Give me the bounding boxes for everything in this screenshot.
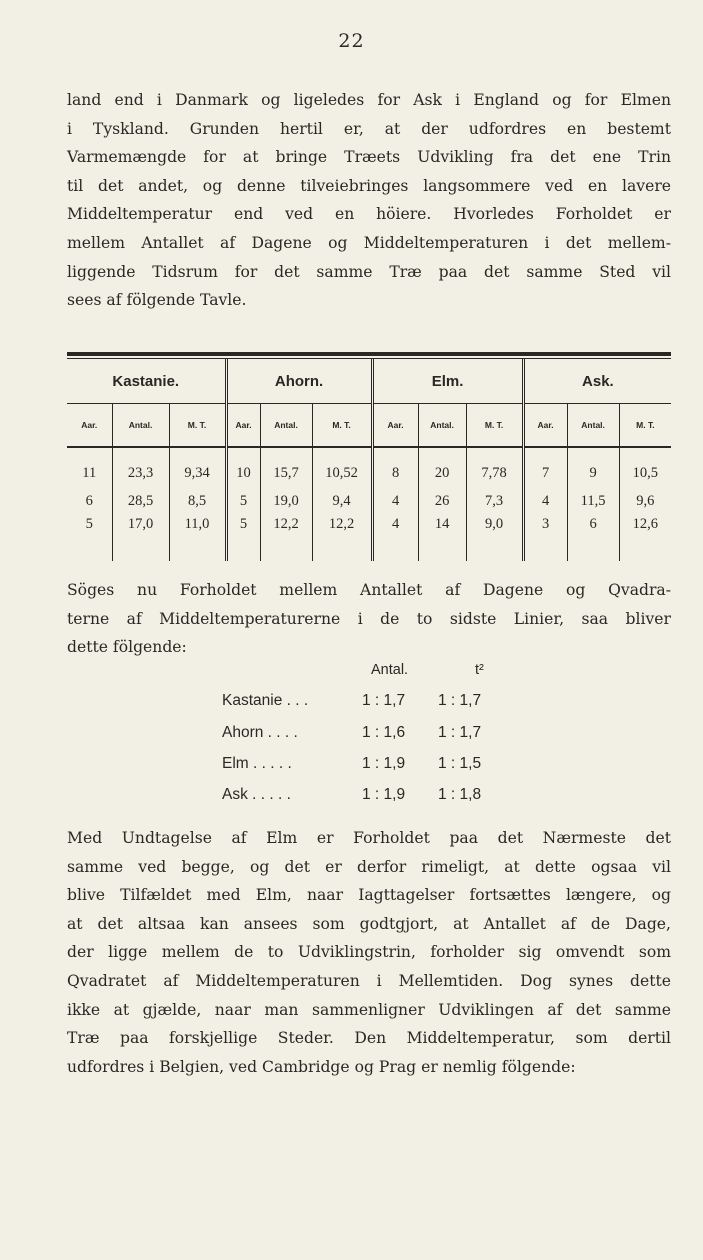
table-cell: 12,2 <box>312 515 372 561</box>
text-line: Træ paa forskjellige Steder. Den Middeltemperatur, som dertil <box>67 1029 671 1048</box>
sub-header-antal: Antal. <box>567 404 619 448</box>
table-cell: 11,0 <box>169 515 226 561</box>
ratio-antal: 1 : 1,7 <box>362 692 406 709</box>
table-cell: 9 <box>567 447 619 487</box>
sub-header-aar: Aar. <box>67 404 112 448</box>
ratio-antal: 1 : 1,6 <box>362 724 406 741</box>
text-line: Varmemængde for at bringe Træets Udvikling fra det ene Trin <box>67 148 671 167</box>
table-cell: 11 <box>82 464 97 481</box>
table-cell: 26 <box>418 487 466 515</box>
ratio-row <box>0 786 703 816</box>
ratio-tree-name: Ahorn . . . . <box>222 724 298 741</box>
ratio-tree-name: Elm . . . . . <box>222 755 292 772</box>
table-cell: 7,78 <box>466 447 523 487</box>
table-row <box>67 447 671 487</box>
table-cell: 5 <box>226 487 260 515</box>
text-line: Qvadratet af Middeltemperaturen i Mellemtiden. Dog synes dette <box>67 971 671 990</box>
table-cell: 15,7 <box>260 447 312 487</box>
ratio-antal: 1 : 1,9 <box>362 786 406 803</box>
table-cell: 9,0 <box>466 515 523 561</box>
temperature-table <box>67 352 671 561</box>
table-cell: 3 <box>523 515 567 561</box>
ratio-t2: 1 : 1,8 <box>438 786 482 803</box>
text-line: dette fölgende: <box>67 638 187 657</box>
ratio-row <box>0 755 703 785</box>
text-line: liggende Tidsrum for det samme Træ paa det samme Sted vil <box>67 262 671 281</box>
table-cell: 7 <box>523 447 567 487</box>
table-row <box>67 515 671 561</box>
table-cell: 8 <box>372 447 418 487</box>
paragraph-ratio-intro <box>67 576 671 662</box>
ratio-row <box>0 724 703 754</box>
text-line: Med Undtagelse af Elm er Forholdet paa det Nærmeste det <box>67 829 671 847</box>
page-number: 22 <box>338 30 365 52</box>
ratio-t2: 1 : 1,7 <box>438 692 482 709</box>
table-cell: 10,5 <box>619 447 671 487</box>
sub-header-row <box>67 404 671 448</box>
table-cell: 8,5 <box>169 487 226 515</box>
group-header-ask: Ask. <box>523 359 671 404</box>
table-cell: 12,6 <box>619 515 671 561</box>
paragraph-intro <box>67 86 671 315</box>
sub-header-antal: Antal. <box>418 404 466 448</box>
group-header-kastanie: Kastanie. <box>67 359 226 404</box>
table-cell: 4 <box>523 487 567 515</box>
table-cell: 14 <box>418 515 466 561</box>
group-header-row <box>67 359 671 404</box>
table-cell: 7,3 <box>466 487 523 515</box>
ratio-tree-name: Kastanie . . . <box>222 692 309 709</box>
ratio-antal: 1 : 1,9 <box>362 755 406 772</box>
table-cell: 17,0 <box>112 515 169 561</box>
table-row <box>67 487 671 515</box>
text-line: udfordres i Belgien, ved Cambridge og Prag er nemlig fölgende: <box>67 1057 576 1076</box>
paragraph-conclusion <box>67 824 671 1081</box>
sub-header-mt: M. T. <box>466 404 523 448</box>
table-cell: 5 <box>85 516 93 532</box>
ratio-t2: 1 : 1,5 <box>438 755 482 772</box>
sub-header-mt: M. T. <box>619 404 671 448</box>
sub-header-antal: Antal. <box>260 404 312 448</box>
text-line: samme ved begge, og det er derfor rimeligt, at dette ogsaa vil <box>67 857 671 876</box>
ratio-t2: 1 : 1,7 <box>438 724 482 741</box>
table-top-rule <box>67 352 671 356</box>
text-line: i Tyskland. Grunden hertil er, at der udfordres en bestemt <box>67 119 671 138</box>
group-header-ahorn: Ahorn. <box>226 359 372 404</box>
table-cell: 19,0 <box>260 487 312 515</box>
table-cell: 4 <box>372 487 418 515</box>
table-cell: 9,4 <box>312 487 372 515</box>
table-cell: 6 <box>85 492 93 509</box>
text-line: til det andet, og denne tilveiebringes langsommere ved en lavere <box>67 176 671 195</box>
table-cell: 10 <box>226 447 260 487</box>
sub-header-aar: Aar. <box>523 404 567 448</box>
table-cell: 20 <box>418 447 466 487</box>
table-cell: 5 <box>226 515 260 561</box>
table-cell: 28,5 <box>112 487 169 515</box>
sub-header-mt: M. T. <box>312 404 372 448</box>
data-table <box>67 359 671 561</box>
text-line: blive Tilfældet med Elm, naar Iagttagelser fortsættes længere, og <box>67 886 671 905</box>
sub-header-mt: M. T. <box>169 404 226 448</box>
table-cell: 6 <box>567 515 619 561</box>
table-cell: 9,6 <box>619 487 671 515</box>
table-cell: 4 <box>372 515 418 561</box>
text-line: der ligge mellem de to Udviklingstrin, forholder sig omvendt som <box>67 943 671 962</box>
ratio-header-antal: Antal. <box>371 662 409 678</box>
text-line: sees af fölgende Tavle. <box>67 291 247 310</box>
text-line: at det altsaa kan ansees som godtgjort, at Antallet af de Dage, <box>67 914 671 933</box>
group-header-elm: Elm. <box>372 359 523 404</box>
table-cell: 9,34 <box>169 447 226 487</box>
sub-header-aar: Aar. <box>226 404 260 448</box>
table-cell: 23,3 <box>112 447 169 487</box>
text-line: terne af Middeltemperaturerne i de to sidste Linier, saa bliver <box>67 609 671 628</box>
table-cell: 12,2 <box>260 515 312 561</box>
sub-header-antal: Antal. <box>112 404 169 448</box>
table-cell: 10,52 <box>312 447 372 487</box>
text-line: land end i Danmark og ligeledes for Ask i England og for Elmen <box>67 91 671 109</box>
text-line: Middeltemperatur end ved en höiere. Hvorledes Forholdet er <box>67 205 671 224</box>
text-line: Söges nu Forholdet mellem Antallet af Dagene og Qvadra- <box>67 581 671 599</box>
ratio-header-t2: t² <box>475 662 484 678</box>
ratio-tree-name: Ask . . . . . <box>222 786 291 803</box>
text-line: mellem Antallet af Dagene og Middeltemperaturen i det mellem- <box>67 233 671 252</box>
ratio-row <box>0 692 703 722</box>
sub-header-aar: Aar. <box>372 404 418 448</box>
text-line: ikke at gjælde, naar man sammenligner Udviklingen af det samme <box>67 1000 671 1019</box>
table-cell: 11,5 <box>567 487 619 515</box>
